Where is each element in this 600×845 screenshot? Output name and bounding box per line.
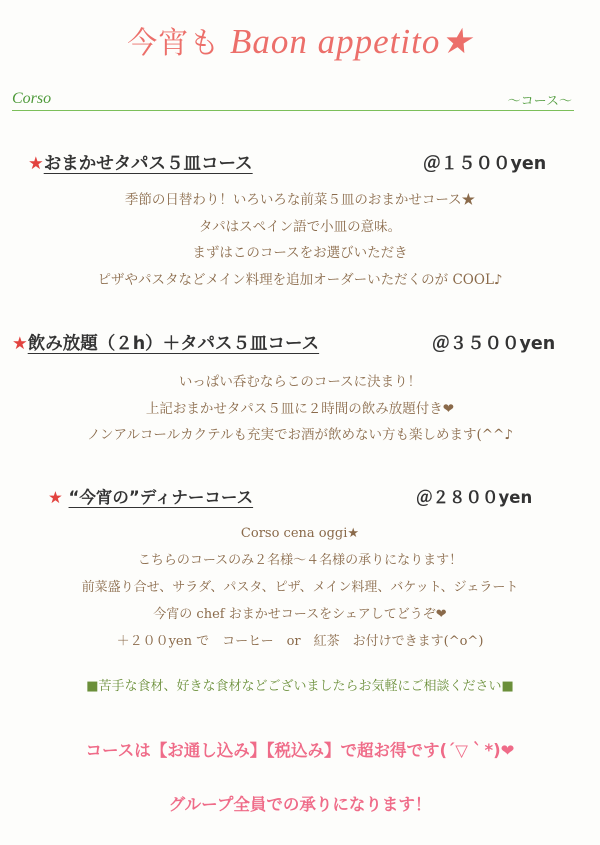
course-2-line: 上記おまかせタパス５皿に２時間の飲み放題付き❤ bbox=[145, 400, 455, 417]
course-3-line: Corso cena oggi★ bbox=[240, 526, 360, 541]
corso-header-bar bbox=[12, 90, 574, 111]
course-label: ～コース～ bbox=[507, 94, 572, 109]
course-3-line: 前菜盛り合せ、サラダ、パスタ、ピザ、メイン料理、バケット、ジェラート bbox=[81, 580, 519, 595]
course-3-heading bbox=[48, 484, 588, 508]
course-2-line: いっぱい呑むならこのコースに決まり！ bbox=[178, 374, 422, 390]
course-3-line: 今宵の chef おまかせコースをシェアしてどうぞ❤ bbox=[153, 607, 447, 622]
title-latin: Baon appetito★ bbox=[230, 22, 473, 61]
course-1-line: タパはスペイン語で小皿の意味。 bbox=[198, 218, 402, 235]
course-2-name: 飲み放題（２h）＋タパス５皿コース bbox=[27, 334, 320, 354]
star-icon: ★ bbox=[28, 154, 44, 174]
course-3-line: ＋２００yen で コーヒー or 紅茶 お付けできます(^o^) bbox=[116, 634, 484, 649]
course-1-name: おまかせタパス５皿コース bbox=[43, 154, 253, 174]
course-3-description bbox=[0, 520, 600, 655]
course-2-line: ノンアルコールカクテルも充実でお酒が飲めない方も楽しめます(^^♪ bbox=[87, 427, 513, 443]
course-2-price: ＠３５００yen bbox=[432, 334, 556, 354]
course-2-description bbox=[0, 369, 600, 449]
course-1-line: 季節の日替わり！いろいろな前菜５皿のおまかせコース★ bbox=[124, 192, 476, 208]
consultation-note: ■苦手な食材、好きな食材などございましたらお気軽にご相談ください■ bbox=[86, 679, 514, 694]
page-title bbox=[0, 18, 600, 62]
promo-line-2: グループ全員での承りになります！ bbox=[168, 795, 432, 814]
course-1-price: ＠１５００yen bbox=[423, 154, 547, 174]
course-1-line: ピザやパスタなどメイン料理を追加オーダーいただくのが COOL♪ bbox=[97, 271, 503, 288]
course-3-name: “今宵の”ディナーコース bbox=[68, 488, 254, 507]
course-3-price: ＠２８００yen bbox=[416, 488, 533, 507]
course-3-line: こちらのコースのみ２名様～４名様の承りになります！ bbox=[137, 553, 463, 568]
promo-line-1: コースは【お通し込み】【税込み】で超お得です(´▽｀*)❤ bbox=[85, 741, 515, 760]
star-icon: ★ bbox=[12, 334, 28, 354]
course-1-description bbox=[0, 187, 600, 293]
title-jp: 今宵も bbox=[127, 26, 221, 61]
course-2-heading bbox=[12, 330, 592, 355]
course-1-heading bbox=[28, 150, 588, 175]
star-icon: ★ bbox=[48, 488, 63, 507]
corso-label: Corso bbox=[12, 90, 52, 107]
course-1-line: まずはこのコースをお選びいただき bbox=[192, 245, 408, 261]
